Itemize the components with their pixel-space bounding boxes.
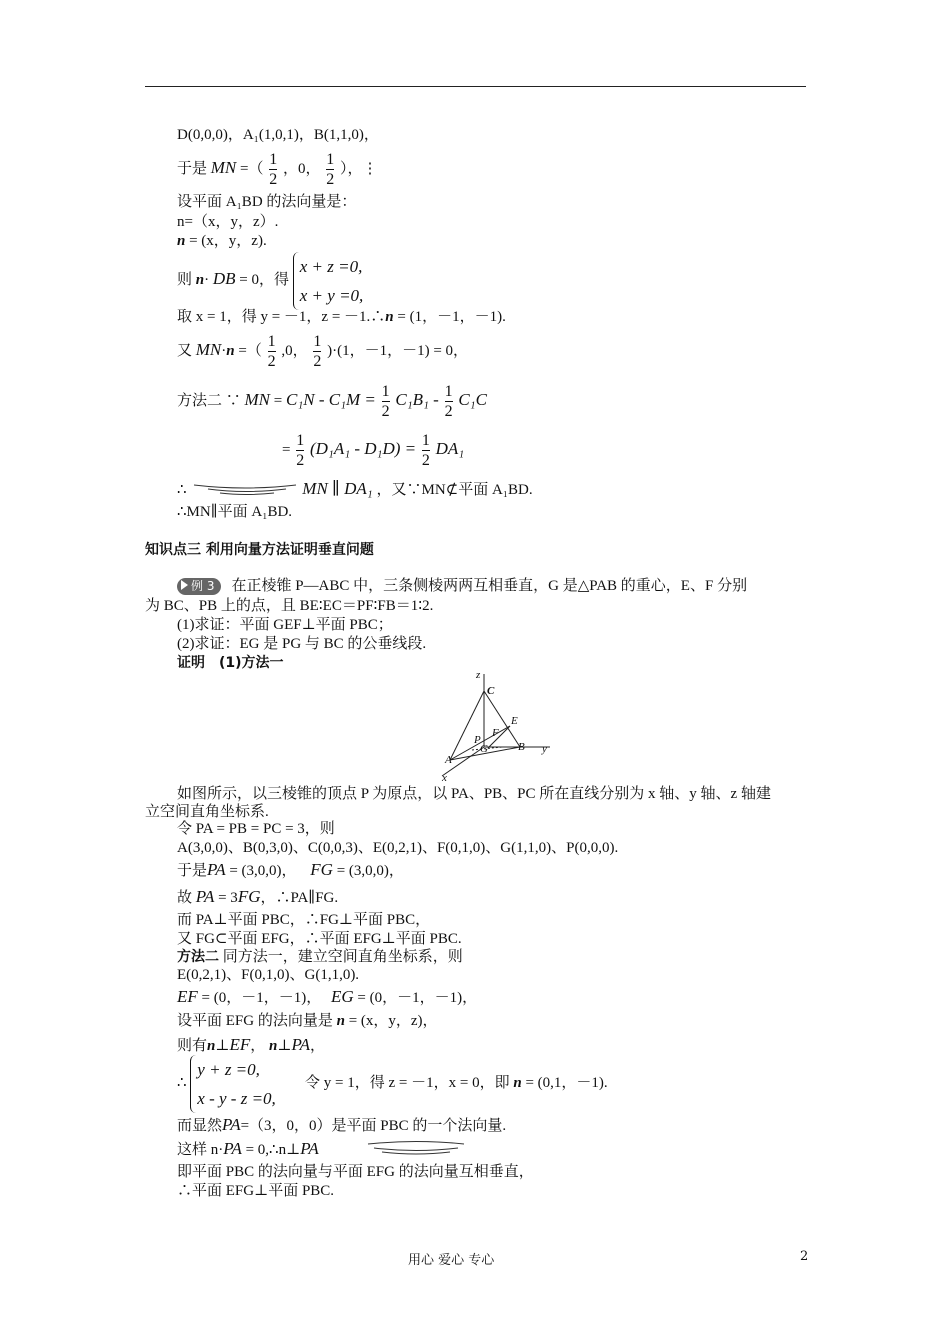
fraction: $\frac{1}{2}$	[267, 333, 276, 371]
section-heading: 知识点三 利用向量方法证明垂直问题	[145, 542, 374, 558]
n-perp-pa-line: 这样 n·PA = 0,∴n⊥PA	[177, 1139, 319, 1158]
method-two-heading: 方法二 同方法一，建立空间直角坐标系，则	[177, 949, 463, 965]
label-y: y	[542, 743, 547, 755]
label-c: C	[487, 685, 495, 697]
label-p: P	[474, 734, 481, 746]
fraction: $\frac{1}{2}$	[269, 151, 278, 189]
fraction: $\frac{1}{2}$	[421, 432, 430, 470]
question-2: (2)求证：EG 是 PG 与 BC 的公垂线段.	[177, 636, 427, 652]
system-two-line: ∴ y + z =0, x - y - z =0, 令 y = 1，得 z = －1，x = 0，即 n = (0,1，－1).	[177, 1054, 608, 1113]
fraction: $\frac{1}{2}$	[296, 432, 305, 470]
example-line: 例 3 在正棱锥 P—ABC 中，三条侧棱两两互相垂直，G 是△PAB 的重心，E、F 分别	[177, 577, 747, 595]
scribble-mark	[366, 1140, 466, 1156]
solve-line: 取 x = 1，得 y = －1，z = －1.∴n = (1，－1，－1).	[177, 309, 506, 325]
para-8: 又 FG⊂平面 EFG，∴平面 EFG⊥平面 PBC.	[177, 931, 462, 947]
fraction: $\frac{1}{2}$	[381, 383, 390, 421]
label-f: F	[492, 727, 499, 739]
normal-n-line: n=（x，y，z）.	[177, 214, 279, 230]
points-efg: E(0,2,1)、F(0,1,0)、G(1,1,0).	[177, 967, 360, 983]
fraction: $\frac{1}{2}$	[313, 333, 322, 371]
para-2: 立空间直角坐标系.	[145, 804, 269, 820]
header-rule	[145, 86, 806, 87]
normal-efg: 设平面 EFG 的法向量是 n = (x，y，z)，	[177, 1013, 438, 1029]
example-badge: 例 3	[177, 578, 221, 595]
normal-n-bold-line: n = (x，y，z).	[177, 233, 267, 249]
para-18: ∴平面 EFG⊥平面 PBC.	[177, 1183, 335, 1199]
label-b: B	[518, 741, 525, 753]
label-x: x	[442, 772, 447, 783]
label-g: G	[480, 743, 488, 755]
vectors-ef-eg: EF = (0，－1，－1)， EG = (0，－1，－1)，	[177, 987, 478, 1006]
system-one-line: 则 n· DB = 0，得 x + z =0, x + y =0,	[177, 250, 367, 310]
normal-vector-intro: 设平面 A₁BD 的法向量是：	[177, 194, 357, 210]
footer-motto: 用心 爱心 专心	[408, 1253, 495, 1268]
pbc-normal-line: 而显然PA=（3，0，0）是平面 PBC 的一个法向量.	[177, 1115, 507, 1134]
coords-line: D(0,0,0)，A₁(1,0,1)，B(1,1,0)，	[177, 127, 379, 143]
para-3: 令 PA = PB = PC = 3，则	[177, 821, 335, 837]
perpendicular-conditions: 则有n⊥EF， n⊥PA，	[177, 1035, 326, 1054]
fraction: $\frac{1}{2}$	[326, 151, 335, 189]
dot-product-line: 又 MN·n =（ $\frac{1}{2}$ ,0， $\frac{1}{2}$ )·(1，－1，－1) = 0，	[177, 333, 469, 371]
para-17: 即平面 PBC 的法向量与平面 EFG 的法向量互相垂直，	[177, 1164, 534, 1180]
proof-label: 证明 (1)方法一	[177, 655, 284, 671]
parallel-result-line: ∴MN∥平面 A₁BD.	[177, 504, 293, 520]
fraction: $\frac{1}{2}$	[444, 383, 453, 421]
label-e: E	[511, 715, 518, 727]
para-1: 如图所示，以三棱锥的顶点 P 为原点，以 PA、PB、PC 所在直线分别为 x 轴、y 轴、z 轴建	[177, 786, 771, 802]
example-line-2: 为 BC、PB 上的点，且 BE∶EC＝PF∶FB＝1∶2.	[145, 598, 434, 614]
parallel-conclusion-line: ∴ MN ∥ DA₁ ，又∵MN⊄平面 A₁BD.	[177, 479, 533, 498]
equation-system: y + z =0, x - y - z =0,	[190, 1055, 297, 1113]
pa-parallel-fg: 故 PA = 3FG，∴PA∥FG.	[177, 887, 339, 906]
label-z: z	[476, 669, 481, 681]
label-a: A	[445, 754, 452, 766]
mn-vector-line: 于是 MN =（ $\frac{1}{2}$ ，0， $\frac{1}{2}$ ），⋮	[177, 151, 378, 189]
question-1: (1)求证：平面 GEF⊥平面 PBC；	[177, 617, 393, 633]
points-line: A(3,0,0)、B(0,3,0)、C(0,0,3)、E(0,2,1)、F(0,1,0)、G(1,1,0)、P(0,0,0).	[177, 840, 619, 856]
edge-ca	[450, 691, 484, 760]
vectors-pa-fg: 于是PA = (3,0,0)， FG = (3,0,0)，	[177, 860, 404, 879]
play-icon	[181, 580, 188, 590]
para-7: 而 PA⊥平面 PBC，∴FG⊥平面 PBC，	[177, 912, 431, 928]
method-two-continuation: = $\frac{1}{2}$ (D₁A₁ - D₁D) = $\frac{1}{2}$ DA₁	[282, 432, 465, 470]
equation-system: x + z =0, x + y =0,	[293, 252, 364, 310]
tetrahedron-figure	[432, 668, 562, 783]
method-two-line: 方法二 ∵ MN = C₁N - C₁M = $\frac{1}{2}$ C₁B₁ - $\frac{1}{2}$ C₁C	[177, 383, 487, 421]
page-number: 2	[800, 1249, 809, 1264]
